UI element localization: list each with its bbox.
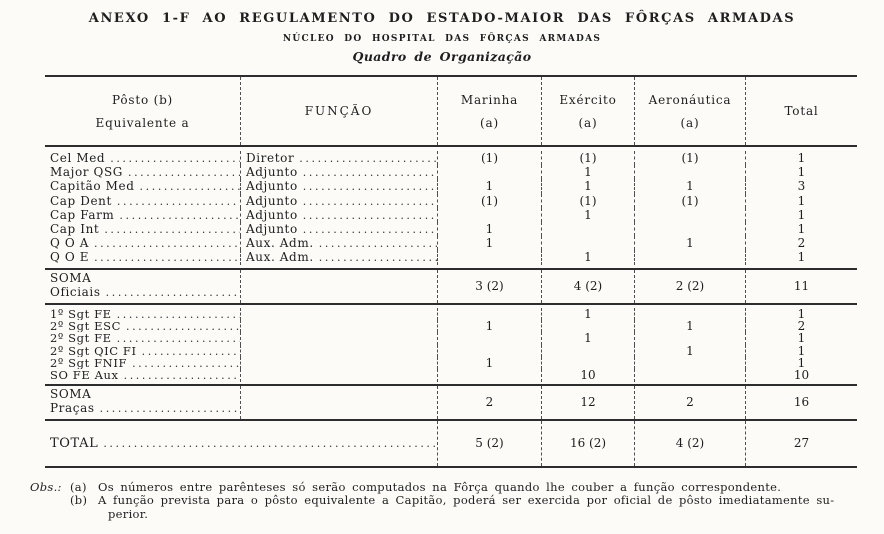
dot-leader <box>142 345 240 357</box>
col-header-total <box>745 77 857 145</box>
exercito-value: 16 (2) <box>541 421 634 466</box>
table-row <box>45 165 857 179</box>
dot-leader <box>94 236 240 250</box>
marinha-value <box>437 165 541 179</box>
footnote-a-text: Os números entre parênteses só serão computados na Fôrça quando lhe couber a função correspondente. <box>98 479 782 494</box>
dot-leader <box>140 179 240 193</box>
funcao-label: Adjunto <box>246 193 298 208</box>
funcao-cell <box>240 194 437 208</box>
aeronautica-value: 4 (2) <box>634 421 745 466</box>
table-row <box>45 320 857 332</box>
aeronautica-value: (1) <box>634 151 745 165</box>
dot-leader <box>303 222 437 236</box>
aeronautica-header-note: (a) <box>680 115 700 130</box>
soma-sublabel: Praças <box>50 401 95 416</box>
aeronautica-value: 1 <box>634 345 745 357</box>
posto-header-line2: Equivalente a <box>95 115 190 130</box>
footnote-b-text-wrap: perior. <box>108 506 149 521</box>
total-value: 2 <box>745 236 857 250</box>
table-row <box>45 357 857 369</box>
aeronautica-header-label: Aeronáutica <box>648 92 732 107</box>
total-value: 1 <box>745 194 857 208</box>
soma-label-cell <box>45 270 240 303</box>
posto-label: SO FE Aux <box>50 369 119 382</box>
col-header-aeronautica <box>634 77 745 145</box>
funcao-cell <box>240 179 437 193</box>
dot-leader <box>299 151 437 165</box>
total-value: 2 <box>745 320 857 332</box>
total-label: TOTAL <box>50 435 99 451</box>
posto-label: Q O E <box>50 250 90 265</box>
marinha-value: (1) <box>437 151 541 165</box>
exercito-value: 10 <box>541 369 634 381</box>
funcao-label: Adjunto <box>246 165 298 180</box>
posto-cell <box>45 194 240 208</box>
exercito-header-note: (a) <box>578 115 598 130</box>
exercito-value <box>541 236 634 250</box>
funcao-label: Adjunto <box>246 221 298 236</box>
table-row <box>45 208 857 222</box>
marinha-value <box>437 208 541 222</box>
dot-leader <box>117 308 240 320</box>
soma-pracas-row <box>45 386 857 421</box>
exercito-value <box>541 222 634 236</box>
table-row <box>45 332 857 344</box>
posto-cell <box>45 250 240 264</box>
footnote-b-text: A função prevista para o pôsto equivalente a Capitão, poderá ser exercida por oficial de pôsto imediatamente su- <box>98 493 835 508</box>
exercito-value: 12 <box>541 386 634 419</box>
posto-cell <box>45 357 240 369</box>
marinha-value: 1 <box>437 320 541 332</box>
funcao-label: Adjunto <box>246 179 298 194</box>
funcao-cell <box>240 308 437 320</box>
posto-cell <box>45 332 240 344</box>
marinha-value <box>437 369 541 381</box>
posto-label: Cap Int <box>50 221 100 236</box>
aeronautica-value: 2 <box>634 386 745 419</box>
posto-label: Cap Dent <box>50 193 112 208</box>
posto-label: 1º Sgt FE <box>50 307 112 320</box>
funcao-label: Diretor <box>246 151 295 165</box>
total-value: 1 <box>745 222 857 236</box>
funcao-cell <box>240 250 437 264</box>
col-header-funcao <box>240 77 437 145</box>
table-row <box>45 194 857 208</box>
dot-leader <box>319 236 437 250</box>
dot-leader <box>100 401 240 417</box>
dot-leader <box>128 165 240 179</box>
marinha-value: 5 (2) <box>437 421 541 466</box>
dot-leader <box>119 208 240 222</box>
funcao-cell <box>240 320 437 332</box>
funcao-cell <box>240 151 437 165</box>
aeronautica-value <box>634 208 745 222</box>
dot-leader <box>126 320 240 332</box>
total-value: 1 <box>745 250 857 264</box>
aeronautica-value <box>634 332 745 344</box>
exercito-value: 1 <box>541 208 634 222</box>
col-header-posto <box>45 77 240 145</box>
table-row <box>45 179 857 193</box>
soma-label: SOMA <box>50 386 92 401</box>
aeronautica-value: 1 <box>634 320 745 332</box>
dot-leader <box>106 285 240 301</box>
total-value: 1 <box>745 208 857 222</box>
funcao-cell <box>240 345 437 357</box>
funcao-cell <box>240 165 437 179</box>
posto-label: Major QSG <box>50 165 123 180</box>
dot-leader <box>94 250 240 264</box>
soma-sublabel: Oficiais <box>50 285 101 299</box>
posto-cell <box>45 208 240 222</box>
aeronautica-value <box>634 369 745 381</box>
marinha-value: (1) <box>437 194 541 208</box>
posto-label: 2º Sgt ESC <box>50 319 121 333</box>
dot-leader <box>303 179 437 193</box>
posto-cell <box>45 151 240 165</box>
funcao-cell <box>240 208 437 222</box>
table-row <box>45 250 857 264</box>
funcao-cell <box>240 270 437 303</box>
dot-leader <box>124 369 240 381</box>
table-row <box>45 308 857 320</box>
posto-cell <box>45 369 240 381</box>
total-value: 27 <box>745 421 857 466</box>
posto-label: Q O A <box>50 236 89 251</box>
exercito-value: (1) <box>541 194 634 208</box>
funcao-cell <box>240 222 437 236</box>
soma-label-cell <box>45 386 240 419</box>
aeronautica-value: 2 (2) <box>634 270 745 303</box>
posto-cell <box>45 345 240 357</box>
posto-cell <box>45 308 240 320</box>
posto-label: Capitão Med <box>50 179 135 194</box>
aeronautica-value <box>634 165 745 179</box>
posto-label: 2º Sgt QIC FI <box>50 344 137 358</box>
aeronautica-value: (1) <box>634 194 745 208</box>
soma-label: SOMA <box>50 270 92 285</box>
table-row <box>45 369 857 381</box>
dot-leader <box>303 194 437 208</box>
col-header-exercito <box>541 77 634 145</box>
footnote-b <box>70 494 884 521</box>
dot-leader <box>132 357 240 369</box>
officers-section <box>45 147 857 270</box>
marinha-value: 1 <box>437 179 541 193</box>
dot-leader <box>110 151 240 165</box>
total-value: 1 <box>745 151 857 165</box>
aeronautica-value: 1 <box>634 236 745 250</box>
total-label-cell <box>45 421 437 466</box>
table-header-row <box>45 77 857 147</box>
total-value: 16 <box>745 386 857 419</box>
exercito-value: 1 <box>541 308 634 320</box>
marinha-value: 1 <box>437 222 541 236</box>
aeronautica-value <box>634 357 745 369</box>
dot-leader <box>319 250 437 264</box>
page-subtitle: NÚCLEO DO HOSPITAL DAS FÔRÇAS ARMADAS <box>282 34 602 44</box>
table-row <box>45 236 857 250</box>
funcao-label: Adjunto <box>246 207 298 222</box>
posto-cell <box>45 236 240 250</box>
dot-leader <box>117 194 240 208</box>
page-caption: Quadro de Organização <box>352 49 532 64</box>
footnote-a-mark: (a) <box>70 479 87 494</box>
marinha-value: 1 <box>437 357 541 369</box>
total-row <box>45 421 857 468</box>
aeronautica-value: 1 <box>634 179 745 193</box>
soma-oficiais-row <box>45 270 857 305</box>
exercito-value: 4 (2) <box>541 270 634 303</box>
dot-leader <box>103 436 437 451</box>
col-header-marinha <box>437 77 541 145</box>
posto-cell <box>45 179 240 193</box>
posto-label: Cap Farm <box>50 207 115 222</box>
exercito-value: 1 <box>541 165 634 179</box>
funcao-cell <box>240 332 437 344</box>
exercito-value: (1) <box>541 151 634 165</box>
funcao-cell <box>240 357 437 369</box>
marinha-value: 3 (2) <box>437 270 541 303</box>
funcao-cell <box>240 369 437 381</box>
posto-header-line1: Pôsto (b) <box>111 92 174 107</box>
exercito-value: 1 <box>541 332 634 344</box>
total-value: 3 <box>745 179 857 193</box>
posto-cell <box>45 222 240 236</box>
total-value: 10 <box>745 369 857 381</box>
footnote-obs-label: Obs.: <box>30 479 62 494</box>
total-value: 11 <box>745 270 857 303</box>
exercito-value: 1 <box>541 179 634 193</box>
marinha-value: 1 <box>437 236 541 250</box>
dot-leader <box>104 222 240 236</box>
funcao-label: Aux. Adm. <box>246 250 314 265</box>
footnote-a <box>70 481 884 495</box>
total-value: 1 <box>745 332 857 344</box>
aeronautica-value <box>634 250 745 264</box>
marinha-value <box>437 332 541 344</box>
marinha-header-note: (a) <box>480 115 499 130</box>
table-row <box>45 151 857 165</box>
total-value: 1 <box>745 165 857 179</box>
funcao-cell <box>240 386 437 419</box>
total-value: 1 <box>745 345 857 357</box>
marinha-value: 2 <box>437 386 541 419</box>
dot-leader <box>303 165 437 179</box>
posto-label: Cel Med <box>50 151 106 165</box>
footnotes <box>30 481 884 522</box>
organization-table <box>45 75 857 468</box>
posto-cell <box>45 165 240 179</box>
dot-leader <box>117 332 240 344</box>
total-value: 1 <box>745 357 857 369</box>
page-title: ANEXO 1-F AO REGULAMENTO DO ESTADO-MAIOR DAS FÔRÇAS ARMADAS <box>88 11 796 26</box>
funcao-header-label: FUNÇÃO <box>304 104 374 118</box>
table-row <box>45 222 857 236</box>
total-value: 1 <box>745 308 857 320</box>
pracas-section <box>45 305 857 386</box>
dot-leader <box>303 208 437 222</box>
total-header-label: Total <box>784 104 819 118</box>
table-row <box>45 345 857 357</box>
posto-cell <box>45 320 240 332</box>
marinha-value <box>437 250 541 264</box>
exercito-header-label: Exército <box>559 92 617 107</box>
exercito-value <box>541 345 634 357</box>
posto-label: 2º Sgt FE <box>50 332 112 345</box>
footnote-b-mark: (b) <box>70 493 88 508</box>
exercito-value: 1 <box>541 250 634 264</box>
posto-label: 2º Sgt FNIF <box>50 357 128 370</box>
aeronautica-value <box>634 222 745 236</box>
funcao-label: Aux. Adm. <box>246 236 314 251</box>
funcao-cell <box>240 236 437 250</box>
marinha-header-label: Marinha <box>460 92 519 107</box>
